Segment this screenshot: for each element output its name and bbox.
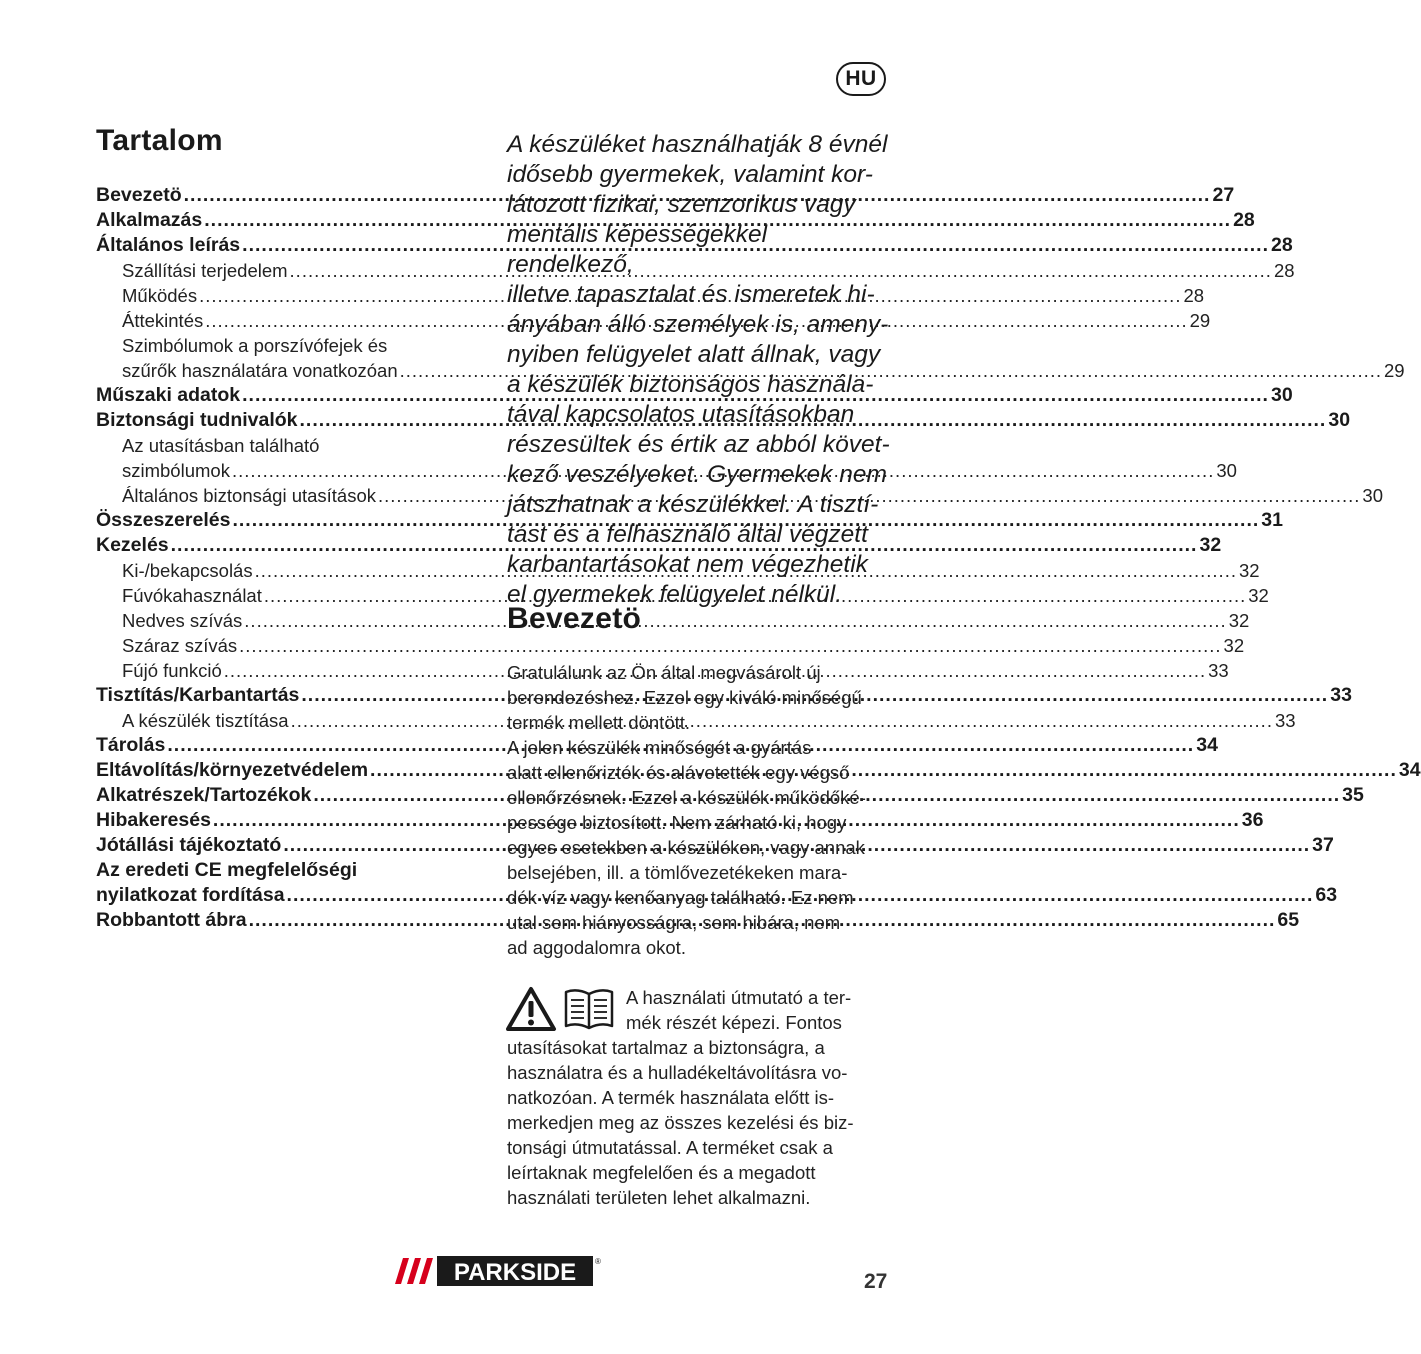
toc-entry-page: 34 [1398,759,1421,781]
toc-entry-label: nyilatkozat fordítása [96,884,285,906]
body-text-line: egyes esetekben a készüléken, vagy annak [507,837,865,858]
toc-entry-label: Fújó funkció [122,660,222,681]
body-text-line: merkedjen meg az összes kezelési és biz- [507,1112,854,1133]
toc-entry[interactable] [96,358,1405,383]
toc-entry[interactable] [96,433,480,458]
toc-entry-page: 30 [1270,384,1293,406]
toc-entry-label: Száraz szívás [122,635,238,656]
notice-side-line-2: mék részét képezi. Fontos [626,1012,842,1033]
toc-entry-page: 29 [1189,310,1211,331]
italic-text-line: mentális képességekkel rendelkező, [507,221,768,278]
toc-entry[interactable] [96,333,480,358]
toc-entry-page: 37 [1312,834,1334,856]
toc-entry-page: 27 [1212,184,1235,206]
toc-entry-page: 33 [1330,684,1352,706]
toc-entry-page: 28 [1273,260,1295,281]
toc-entry-page: 32 [1248,585,1269,606]
warning-icon [505,986,557,1032]
intro-paragraph-2 [507,735,899,960]
toc-entry-label: Általános leírás [96,234,241,256]
toc-entry[interactable] [96,508,1283,533]
toc-entry-page: 30 [1362,485,1383,506]
toc-entry-label: Kezelés [96,534,169,556]
notice-side-line-1: A használati útmutató a ter- [626,987,852,1008]
toc-entry-page: 32 [1238,560,1260,581]
toc-entry-label: Hibakeresés [96,809,211,831]
toc-entry-label: Jótállási tájékoztató [96,834,282,856]
toc-entry-page: 32 [1223,635,1245,656]
toc-entry-label: Nedves szívás [122,610,243,631]
safety-notice-italic [507,130,899,610]
notice-icons [505,986,615,1032]
toc-entry-label: Ki-/bekapcsolás [122,560,253,581]
toc-dot-leader [239,633,1221,658]
toc-entry-label: Alkalmazás [96,209,203,231]
italic-text-line: illetve tapasztalat és ismeretek hi- [507,281,875,308]
toc-entry-page: 63 [1315,884,1338,906]
toc-entry-label: Szimbólumok a porszívófejek és [122,335,388,356]
toc-entry-page: 36 [1241,809,1264,831]
toc-entry-label: szimbólumok [122,460,230,481]
notice-paragraph [507,1035,899,1210]
toc-dot-leader [244,608,1226,633]
page-number: 27 [864,1270,888,1293]
italic-text-line: tást és a felhasználó által végzett [507,521,868,548]
toc-entry-label: Fúvókahasználat [122,585,262,606]
body-text-line: termék mellett döntött. [507,712,691,733]
body-text-line: használatra és a hulladékeltávolításra vo- [507,1062,848,1083]
manual-book-icon [563,986,615,1032]
toc-entry-page: 33 [1274,710,1296,731]
body-text-line: használati területen lehet alkalmazni. [507,1187,811,1208]
body-text-line: dék víz vagy kenőanyag található. Ez nem [507,887,854,908]
italic-text-line: játszhatnak a készülékkel. A tisztí- [507,491,879,518]
toc-entry-label: Alkatrészek/Tartozékok [96,784,312,806]
body-text-line: utasításokat tartalmaz a biztonságra, a [507,1037,825,1058]
section-title: Bevezetö [507,602,642,635]
toc-entry-label: Bevezetö [96,184,182,206]
body-text-line: Gratulálunk az Ön által megvásárolt új [507,662,821,683]
toc-entry-label: Tárolás [96,734,166,756]
toc-entry-label: Műszaki adatok [96,384,241,406]
body-text-line: alatt ellenőrizték és alávetették egy végső [507,762,850,783]
body-text-line: tonsági útmutatással. A terméket csak a [507,1137,833,1158]
toc-entry-page: 35 [1342,784,1364,806]
toc-entry-page: 28 [1183,285,1205,306]
toc-entry-page: 30 [1216,460,1237,481]
logo-text: PARKSIDE [453,1259,577,1286]
toc-entry-label: Összeszerelés [96,509,231,531]
italic-text-line: nyiben felügyelet alatt állnak, vagy [507,341,881,368]
toc-entry-label: Áttekintés [122,310,204,331]
body-text-line: berendezéshez. Ezzel egy kiváló minőségű [507,687,862,708]
toc-entry[interactable] [96,258,1295,283]
toc-entry-label: Biztonsági tudnivalók [96,409,298,431]
toc-entry-page: 29 [1384,360,1405,381]
toc-entry-label: Eltávolítás/környezetvédelem [96,759,369,781]
toc-entry[interactable] [96,208,1255,233]
italic-text-line: idősebb gyermekek, valamint kor- [507,161,873,188]
toc-entry-page: 65 [1277,909,1300,931]
body-text-line: A jelen készülék minőségét a gyártás [507,737,812,758]
body-text-line: leírtaknak megfelelően és a megadott [507,1162,816,1183]
body-text-line: natkozóan. A termék használata előtt is- [507,1087,835,1108]
toc-entry-label: Az utasításban található [122,435,320,456]
toc-entry-page: 28 [1271,234,1293,256]
body-text-line: belsejében, ill. a tömlővezetékeken mara- [507,862,848,883]
italic-text-line: A készüléket használhatják 8 évnél [507,131,888,158]
parkside-logo [391,1254,599,1288]
language-badge: HU [836,62,886,96]
toc-entry[interactable] [96,633,1245,658]
body-text-line: ad aggodalomra okot. [507,937,686,958]
body-text-line: pessége biztosított. Nem zárható ki, hogy [507,812,847,833]
toc-entry[interactable] [96,858,480,883]
italic-text-line: ányában álló személyek is, ameny- [507,311,889,338]
toc-entry-page: 32 [1228,610,1250,631]
italic-text-line: részesültek és értik az abból követ- [507,431,890,458]
toc-entry-page: 34 [1196,734,1218,756]
toc-entry-page: 30 [1328,409,1351,431]
italic-text-line: el gyermekek felügyelet nélkül. [507,581,843,608]
toc-title: Tartalom [96,124,223,157]
toc-entry-page: 28 [1233,209,1255,231]
logo-registered-mark: ® [595,1257,601,1266]
toc-entry-page: 31 [1261,509,1283,531]
toc-entry-label: Az eredeti CE megfelelőségi [96,859,358,881]
toc-entry[interactable] [96,233,1293,258]
italic-text-line: látozott fizikai, szenzorikus vagy [507,191,856,218]
body-text-line: utal sem hiányosságra, sem hibára, nem [507,912,841,933]
toc-entry-label: Tisztítás/Karbantartás [96,684,300,706]
toc-entry-page: 32 [1199,534,1222,556]
italic-text-line: a készülék biztonságos használa- [507,371,874,398]
toc-entry-page: 33 [1208,660,1229,681]
toc-entry-label: szűrők használatára vonatkozóan [122,360,398,381]
intro-paragraph-1 [507,660,899,735]
body-text-line: ellenőrzésnek. Ezzel a készülék működőké- [507,787,866,808]
toc-entry-label: Általános biztonsági utasítások [122,485,377,506]
toc-entry-label: Robbantott ábra [96,909,247,931]
italic-text-line: kező veszélyeket. Gyermekek nem [507,461,887,488]
italic-text-line: karbantartásokat nem végezhetik [507,551,868,578]
toc-entry-label: Szállítási terjedelem [122,260,288,281]
toc-entry-label: A készülék tisztítása [122,710,289,731]
italic-text-line: tával kapcsolatos utasításokban [507,401,855,428]
toc-entry-label: Működés [122,285,198,306]
